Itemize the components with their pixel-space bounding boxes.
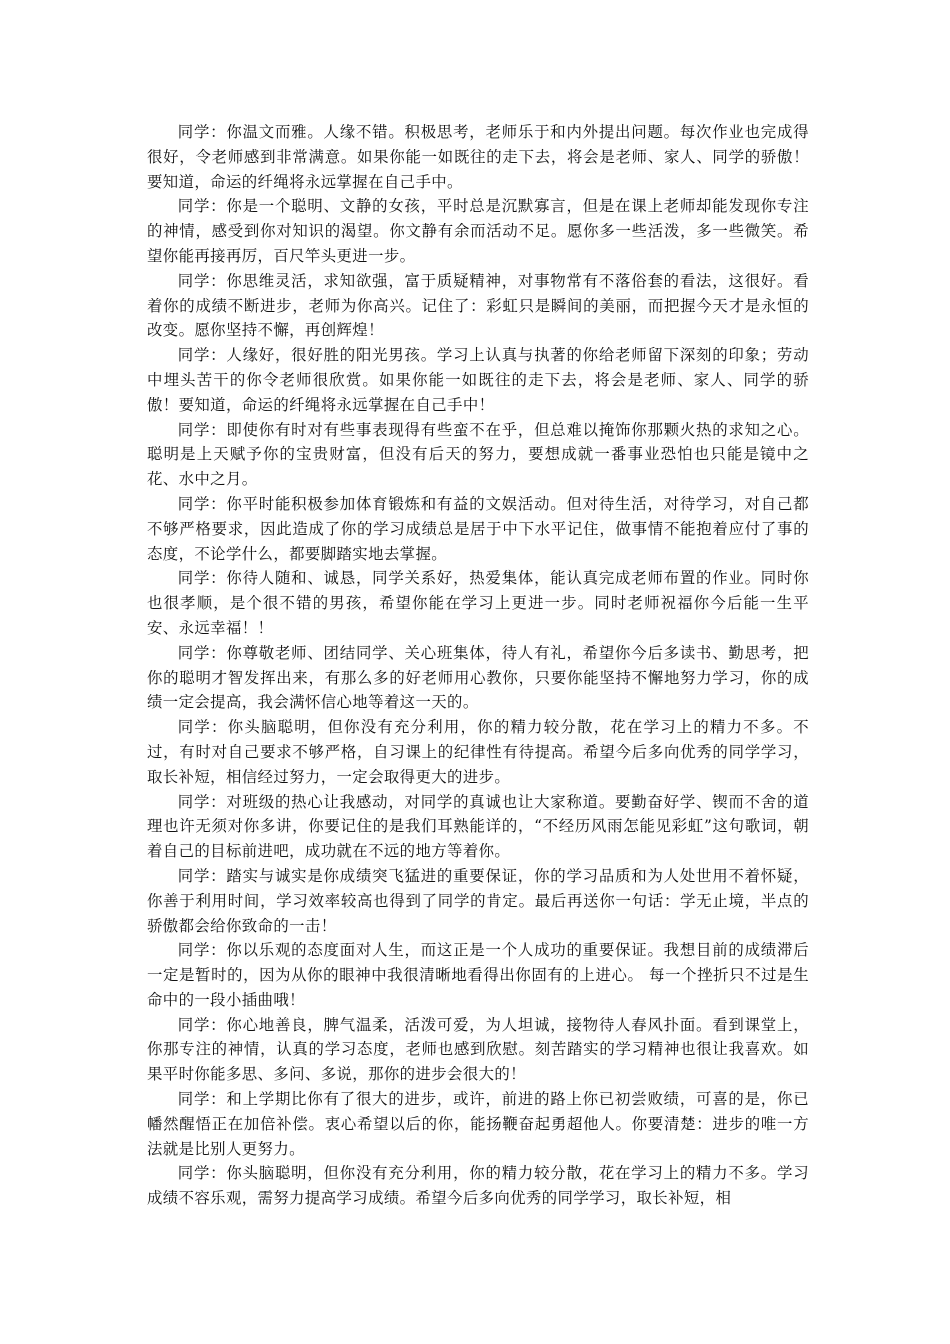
comment-paragraph-7: 同学：你待人随和、诚恳，同学关系好，热爱集体，能认真完成老师布置的作业。同时你也很孝顺，是个很不错的男孩，希望你能在学习上更进一步。同时老师祝福你今后能一生平安、永远幸福！！ [147,569,809,637]
comment-paragraph-6: 同学：你平时能积极参加体育锻炼和有益的文娱活动。但对待生活，对待学习，对自己都不够严格要求，因此造成了你的学习成绩总是居于中下水平记住，做事情不能抱着应付了事的态度，不论学什么，都要脚踏实地去掌握。 [147,494,809,563]
comment-paragraph-14: 同学：和上学期比你有了很大的进步，或许，前进的路上你已初尝败绩，可喜的是，你已幡然醒悟正在加倍补偿。衷心希望以后的你，能扬鞭奋起勇超他人。你要清楚：进步的唯一方法就是比别人更努力。 [147,1090,809,1158]
document-body [147,120,809,1344]
comment-paragraph-11: 同学：踏实与诚实是你成绩突飞猛进的重要保证，你的学习品质和为人处世用不着怀疑，你善于利用时间，学习效率较高也得到了同学的肯定。最后再送你一句话：学无止境，半点的骄傲都会给你致命的一击！ [147,866,809,935]
comment-paragraph-8: 同学：你尊敬老师、团结同学、关心班集体，待人有礼，希望你今后多读书、勤思考，把你的聪明才智发挥出来，有那么多的好老师用心教你，只要你能坚持不懈地努力学习，你的成绩一定会提高，我会满怀信心地等着这一天的。 [147,643,809,712]
comment-paragraph-2: 同学：你是一个聪明、文静的女孩，平时总是沉默寡言，但是在课上老师却能发现你专注的神情，感受到你对知识的渴望。你文静有余而活动不足。愿你多一些活泼，多一些微笑。希望你能再接再厉，百尺竿头更进一步。 [147,197,809,265]
comment-paragraph-10: 同学：对班级的热心让我感动，对同学的真诚也让大家称道。要勤奋好学、锲而不舍的道理也许无须对你多讲，你要记住的是我们耳熟能详的，“不经历风雨怎能见彩虹”这句歌词，朝着自己的目标前进吧，成功就在不远的地方等着你。 [147,792,809,861]
comment-paragraph-3: 同学：你思维灵活，求知欲强，富于质疑精神，对事物常有不落俗套的看法，这很好。看着你的成绩不断进步，老师为你高兴。记住了：彩虹只是瞬间的美丽，而把握今天才是永恒的改变。愿你坚持不懈，再创辉煌！ [147,271,809,340]
comment-paragraph-5: 同学：即使你有时对有些事表现得有些蛮不在乎，但总难以掩饰你那颗火热的求知之心。聪明是上天赋予你的宝贵财富，但没有后天的努力，要想成就一番事业恐怕也只能是镜中之花、水中之月。 [147,420,809,489]
comment-paragraph-15: 同学：你头脑聪明，但你没有充分利用，你的精力较分散，花在学习上的精力不多。学习成绩不容乐观，需努力提高学习成绩。希望今后多向优秀的同学学习，取长补短，相 [147,1164,809,1208]
comment-paragraph-13: 同学：你心地善良，脾气温柔，活泼可爱，为人坦诚，接物待人春风扑面。看到课堂上，你那专注的神情，认真的学习态度，老师也感到欣慰。刻苦踏实的学习精神也很让我喜欢。如果平时你能多思、多问、多说，那你的进步会很大的！ [147,1015,809,1084]
comment-paragraph-1: 同学：你温文而雅。人缘不错。积极思考，老师乐于和内外提出问题。每次作业也完成得很好，令老师感到非常满意。如果你能一如既往的走下去，将会是老师、家人、同学的骄傲！要知道，命运的纤绳将永远掌握在自己手中。 [147,123,809,191]
comment-paragraph-4: 同学：人缘好，很好胜的阳光男孩。学习上认真与执著的你给老师留下深刻的印象；劳动中埋头苦干的你令老师很欣赏。如果你能一如既往的走下去，将会是老师、家人、同学的骄傲！要知道，命运的纤绳将永远掌握在自己手中！ [147,346,809,414]
comment-paragraph-12: 同学：你以乐观的态度面对人生，而这正是一个人成功的重要保证。我想目前的成绩滞后一定是暂时的，因为从你的眼神中我很清晰地看得出你固有的上进心。 每一个挫折只不过是生命中的一段小插曲哦！ [147,941,809,1009]
comment-paragraph-9: 同学：你头脑聪明，但你没有充分利用，你的精力较分散，花在学习上的精力不多。不过，有时对自己要求不够严格，自习课上的纪律性有待提高。希望今后多向优秀的同学学习，取长补短，相信经过努力，一定会取得更大的进步。 [147,718,809,786]
